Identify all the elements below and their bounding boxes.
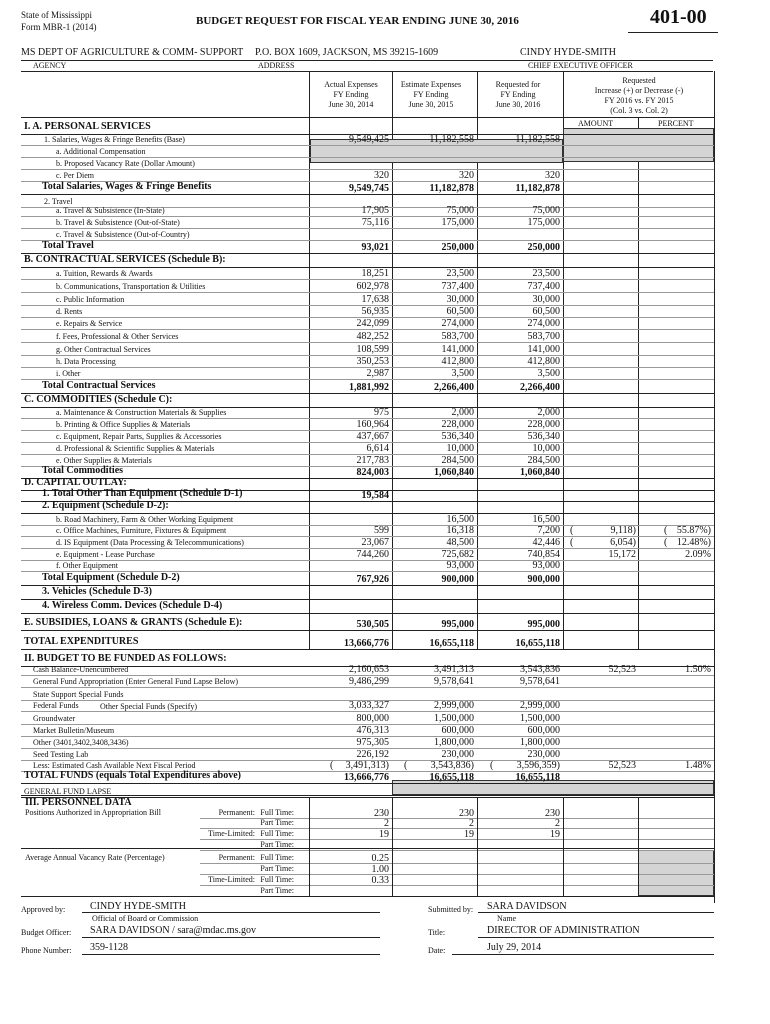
row-value-e: 900,000: [441, 574, 474, 585]
row-label: c. Office Machines, Furniture, Fixtures & Equipment: [56, 526, 227, 535]
vacancy-label: Average Annual Vacancy Rate (Percentage): [25, 853, 165, 862]
row-value-a: 75,116: [361, 217, 389, 228]
row-label: C. COMMODITIES (Schedule C):: [24, 394, 173, 405]
row-value-a: 800,000: [356, 713, 389, 724]
row-label: B. CONTRACTUAL SERVICES (Schedule B):: [24, 254, 226, 265]
row-label: TOTAL FUNDS (equals Total Expenditures above): [24, 770, 241, 781]
row-value-r: 16,500: [532, 514, 560, 525]
row-value-e: 60,500: [446, 306, 474, 317]
state-name: State of Mississippi: [21, 10, 93, 20]
submitted-by-name: SARA DAVIDSON: [487, 901, 567, 912]
row-value-e: 16,655,118: [429, 772, 474, 783]
row-value-e: 274,000: [441, 318, 474, 329]
row-label: I. A. PERSONAL SERVICES: [24, 121, 151, 132]
positions-label: Positions Authorized in Appropriation Bill: [25, 808, 161, 817]
row-value-r: 3,543,836: [520, 664, 560, 675]
approved-by-name: CINDY HYDE-SMITH: [90, 901, 187, 912]
row-label: b. Proposed Vacancy Rate (Dollar Amount): [56, 159, 195, 168]
row-value-e: 1,800,000: [434, 737, 474, 748]
row-value-e: 2,000: [451, 407, 474, 418]
row-value-a: 3,033,327: [349, 700, 389, 711]
row-label: 2. Travel: [44, 197, 73, 206]
row-value-a: 242,099: [356, 318, 389, 329]
row-value-e: 2,266,400: [434, 382, 474, 393]
row-label: Federal Funds: [33, 701, 79, 710]
row-value-r: 230,000: [527, 749, 560, 760]
personnel-value: 2: [384, 818, 389, 829]
row-value-a: 56,935: [361, 306, 389, 317]
row-value-e: 536,340: [441, 431, 474, 442]
col-estimate-header: Estimate Expenses FY Ending June 30, 2015: [400, 80, 462, 109]
personnel-value: 230: [545, 808, 560, 819]
row-value-a: 19,584: [361, 490, 389, 501]
col-percent-header: PERCENT: [658, 119, 694, 128]
personnel-type: Part Time:: [260, 864, 294, 873]
row-label: e. Repairs & Service: [56, 319, 123, 328]
paren: (: [404, 760, 408, 771]
row-label: II. BUDGET TO BE FUNDED AS FOLLOWS:: [24, 653, 227, 664]
row-value-r: 274,000: [527, 318, 560, 329]
row-value-e: 284,500: [441, 455, 474, 466]
row-value-r: 11,182,558: [515, 134, 560, 145]
row-value-r: 42,446: [532, 537, 560, 548]
row-label: Cash Balance-Unencumbered: [33, 665, 129, 674]
address-label: ADDRESS: [258, 61, 295, 70]
row-value-am: 52,523: [608, 760, 636, 771]
row-value-e: 3,500: [451, 368, 474, 379]
row-value-a: 1,881,992: [349, 382, 389, 393]
row-value-r: 141,000: [527, 344, 560, 355]
paren: (: [570, 537, 574, 548]
row-value-a: 226,192: [356, 749, 389, 760]
row-value-a: 108,599: [356, 344, 389, 355]
row-value-a: 18,251: [361, 268, 389, 279]
row-value-a: 2,987: [366, 368, 389, 379]
row-value-e: 600,000: [441, 725, 474, 736]
row-value-r: 175,000: [527, 217, 560, 228]
budget-code: 401-00: [650, 6, 707, 28]
row-label: Total Commodities: [42, 465, 124, 476]
title-value: DIRECTOR OF ADMINISTRATION: [487, 925, 640, 936]
row-label: b. Road Machinery, Farm & Other Working Equipment: [56, 515, 234, 524]
row-value-r: 2,000: [537, 407, 560, 418]
paren: (: [664, 537, 668, 548]
col-actual-header: Actual Expenses FY Ending June 30, 2014: [324, 80, 378, 109]
row-value-a: 437,667: [356, 431, 389, 442]
personnel-value: 19: [550, 829, 560, 840]
row-value-a: 3,491,313): [345, 760, 389, 771]
col-change-header: Requested Increase (+) or Decrease (-) FY 2016 vs. FY 2015 (Col. 3 vs. Col. 2): [594, 76, 684, 115]
row-value-am: 6,054): [610, 537, 636, 548]
paren: (: [570, 525, 574, 536]
row-label: b. Printing & Office Supplies & Materials: [56, 420, 191, 429]
row-label: f. Fees, Professional & Other Services: [56, 332, 179, 341]
row-value-r: 3,500: [537, 368, 560, 379]
row-value-r: 60,500: [532, 306, 560, 317]
row-value-e: 250,000: [441, 242, 474, 253]
row-value-r: 1,800,000: [520, 737, 560, 748]
row-value-a: 350,253: [356, 356, 389, 367]
row-value-r: 2,266,400: [520, 382, 560, 393]
row-label: Groundwater: [33, 714, 76, 723]
row-value-r: 9,578,641: [520, 676, 560, 687]
personnel-value: 19: [464, 829, 474, 840]
row-label: c. Public Information: [56, 295, 125, 304]
row-label: c. Equipment, Repair Parts, Supplies & Accessories: [56, 432, 222, 441]
row-value-a: 2,160,653: [349, 664, 389, 675]
row-value-e: 2,999,000: [434, 700, 474, 711]
row-label: Seed Testing Lab: [33, 750, 89, 759]
row-value-a: 320: [374, 170, 389, 181]
row-value-r: 412,800: [527, 356, 560, 367]
row-label: d. Professional & Scientific Supplies & Materials: [56, 444, 215, 453]
row-value-pc: 2.09%: [685, 549, 711, 560]
personnel-type: Full Time:: [260, 808, 294, 817]
row-value-e: 230,000: [441, 749, 474, 760]
row-value-e: 11,182,878: [429, 183, 474, 194]
row-value-r: 320: [545, 170, 560, 181]
row-value-pc: 1.48%: [685, 760, 711, 771]
row-value-r: 16,655,118: [515, 638, 560, 649]
row-label: a. Tuition, Rewards & Awards: [56, 269, 153, 278]
row-value-r: 600,000: [527, 725, 560, 736]
personnel-value: 2: [555, 818, 560, 829]
row-value-e: 320: [459, 170, 474, 181]
other-special-funds-label: Other Special Funds (Specify): [100, 702, 198, 711]
approved-by-sub: Official of Board or Commission: [92, 914, 199, 923]
row-label: b. Travel & Subsistence (Out-of-State): [56, 218, 180, 227]
row-value-e: 228,000: [441, 419, 474, 430]
row-value-e: 75,000: [446, 205, 474, 216]
row-value-r: 1,500,000: [520, 713, 560, 724]
paren: (: [330, 760, 334, 771]
approved-by-label: Approved by:: [21, 905, 66, 914]
budget-officer-value: SARA DAVIDSON / sara@mdac.ms.gov: [90, 925, 256, 936]
row-value-r: 740,854: [527, 549, 560, 560]
row-label: Market Bulletin/Museum: [33, 726, 115, 735]
agency-address: P.O. BOX 1609, JACKSON, MS 39215-1609: [255, 47, 439, 58]
row-label: d. IS Equipment (Data Processing & Telecommunications): [56, 538, 244, 547]
row-value-a: 9,549,745: [349, 183, 389, 194]
row-value-a: 530,505: [356, 619, 389, 630]
personnel-category: Time-Limited:: [208, 829, 255, 838]
col-amount-header: AMOUNT: [578, 119, 614, 128]
row-label: Total Contractual Services: [42, 380, 156, 391]
row-value-r: 228,000: [527, 419, 560, 430]
row-label: D. CAPITAL OUTLAY:: [24, 477, 127, 488]
row-value-r: 536,340: [527, 431, 560, 442]
row-value-pc: 1.50%: [685, 664, 711, 675]
row-value-e: 93,000: [446, 560, 474, 571]
row-value-e: 3,491,313: [434, 664, 474, 675]
row-value-e: 23,500: [446, 268, 474, 279]
row-value-r: 30,000: [532, 294, 560, 305]
row-value-r: 995,000: [527, 619, 560, 630]
row-value-a: 824,003: [356, 467, 389, 478]
row-value-e: 1,500,000: [434, 713, 474, 724]
personnel-type: Full Time:: [260, 829, 294, 838]
row-value-r: 11,182,878: [515, 183, 560, 194]
row-label: e. Equipment - Lease Purchase: [56, 550, 155, 559]
row-value-a: 160,964: [356, 419, 389, 430]
row-value-a: 23,067: [361, 537, 389, 548]
row-value-a: 17,638: [361, 294, 389, 305]
row-value-r: 16,655,118: [515, 772, 560, 783]
row-value-am: 9,118): [610, 525, 636, 536]
row-value-e: 141,000: [441, 344, 474, 355]
phone-value: 359-1128: [90, 942, 128, 953]
vacancy-value: 0.33: [371, 875, 389, 886]
row-value-e: 412,800: [441, 356, 474, 367]
row-value-a: 13,666,776: [344, 772, 389, 783]
row-value-a: 602,978: [356, 281, 389, 292]
personnel-type: Part Time:: [260, 886, 294, 895]
row-label: f. Other Equipment: [56, 561, 118, 570]
page-title: BUDGET REQUEST FOR FISCAL YEAR ENDING JUNE 30, 2016: [196, 15, 519, 27]
row-value-r: 1,060,840: [520, 467, 560, 478]
row-value-a: 9,549,425: [349, 134, 389, 145]
form-id: Form MBR-1 (2014): [21, 22, 97, 32]
row-value-e: 11,182,558: [429, 134, 474, 145]
personnel-category: Permanent:: [218, 808, 255, 817]
row-label: Other (3401,3402,3408,3436): [33, 738, 129, 747]
row-value-a: 13,666,776: [344, 638, 389, 649]
personnel-type: Full Time:: [260, 875, 294, 884]
row-label: GENERAL FUND LAPSE: [24, 787, 112, 796]
vacancy-value: 1.00: [371, 864, 389, 875]
row-value-r: 93,000: [532, 560, 560, 571]
row-label: Total Equipment (Schedule D-2): [42, 572, 180, 583]
row-label: 3. Vehicles (Schedule D-3): [42, 586, 152, 597]
row-value-e: 10,000: [446, 443, 474, 454]
row-value-a: 6,614: [366, 443, 389, 454]
row-value-a: 482,252: [356, 331, 389, 342]
row-value-r: 737,400: [527, 281, 560, 292]
row-value-r: 23,500: [532, 268, 560, 279]
personnel-value: 230: [459, 808, 474, 819]
agency-label: AGENCY: [33, 61, 67, 70]
row-value-r: 2,999,000: [520, 700, 560, 711]
row-value-r: 583,700: [527, 331, 560, 342]
personnel-type: Part Time:: [260, 818, 294, 827]
row-value-e: 175,000: [441, 217, 474, 228]
row-label: Total Travel: [42, 240, 94, 251]
personnel-title: III. PERSONNEL DATA: [25, 797, 132, 808]
row-value-e: 9,578,641: [434, 676, 474, 687]
row-label: i. Other: [56, 369, 81, 378]
row-value-e: 725,682: [441, 549, 474, 560]
phone-label: Phone Number:: [21, 946, 72, 955]
row-label: d. Rents: [56, 307, 83, 316]
row-value-r: 3,596,359): [516, 760, 560, 771]
row-value-e: 995,000: [441, 619, 474, 630]
row-label: General Fund Appropriation (Enter General Fund Lapse Below): [33, 677, 239, 686]
vacancy-value: 0.25: [371, 853, 389, 864]
row-value-e: 48,500: [446, 537, 474, 548]
row-value-e: 3,543,836): [430, 760, 474, 771]
row-value-e: 16,318: [446, 525, 474, 536]
row-value-e: 16,655,118: [429, 638, 474, 649]
row-label: c. Per Diem: [56, 171, 94, 180]
row-value-r: 75,000: [532, 205, 560, 216]
personnel-type: Part Time:: [260, 840, 294, 849]
chief-officer-name: CINDY HYDE-SMITH: [520, 47, 617, 58]
row-label: e. Other Supplies & Materials: [56, 456, 152, 465]
personnel-value: 230: [374, 808, 389, 819]
row-label: 2. Equipment (Schedule D-2):: [42, 500, 169, 511]
title-label: Title:: [428, 928, 446, 937]
col-requested-header: Requested for FY Ending June 30, 2016: [495, 80, 541, 109]
row-value-am: 15,172: [608, 549, 636, 560]
row-value-a: 744,260: [356, 549, 389, 560]
personnel-category: Time-Limited:: [208, 875, 255, 884]
paren: (: [664, 525, 668, 536]
row-label: Less: Estimated Cash Available Next Fiscal Period: [33, 761, 196, 770]
submitted-by-sub: Name: [497, 914, 517, 923]
personnel-category: Permanent:: [218, 853, 255, 862]
row-label: h. Data Processing: [56, 357, 116, 366]
row-value-e: 1,060,840: [434, 467, 474, 478]
row-value-a: 975,305: [356, 737, 389, 748]
row-value-e: 737,400: [441, 281, 474, 292]
budget-officer-label: Budget Officer:: [21, 928, 72, 937]
row-value-r: 10,000: [532, 443, 560, 454]
row-label: TOTAL EXPENDITURES: [24, 636, 139, 647]
row-label: a. Travel & Subsistence (In-State): [56, 206, 165, 215]
row-value-e: 30,000: [446, 294, 474, 305]
date-label: Date:: [428, 946, 446, 955]
row-value-a: 9,486,299: [349, 676, 389, 687]
personnel-value: 19: [379, 829, 389, 840]
row-label: State Support Special Funds: [33, 690, 124, 699]
row-label: E. SUBSIDIES, LOANS & GRANTS (Schedule E):: [24, 617, 243, 628]
date-value: July 29, 2014: [487, 942, 542, 953]
row-value-am: 52,523: [608, 664, 636, 675]
row-value-a: 476,313: [356, 725, 389, 736]
row-label: c. Travel & Subsistence (Out-of-Country): [56, 230, 190, 239]
row-value-pc: 55.87%): [676, 525, 711, 536]
row-value-e: 16,500: [446, 514, 474, 525]
row-value-r: 284,500: [527, 455, 560, 466]
row-label: Total Salaries, Wages & Fringe Benefits: [42, 181, 212, 192]
row-value-r: 7,200: [537, 525, 560, 536]
agency-name: MS DEPT OF AGRICULTURE & COMM- SUPPORT: [21, 47, 244, 58]
row-value-a: 217,783: [356, 455, 389, 466]
row-value-a: 17,905: [361, 205, 389, 216]
row-label: a. Maintenance & Construction Materials & Supplies: [56, 408, 227, 417]
row-label: 1. Salaries, Wages & Fringe Benefits (Base): [44, 135, 185, 144]
row-value-r: 900,000: [527, 574, 560, 585]
row-value-e: 583,700: [441, 331, 474, 342]
row-label: b. Communications, Transportation & Utilities: [56, 282, 206, 291]
chief-officer-label: CHIEF EXECUTIVE OFFICER: [528, 61, 633, 70]
row-value-a: 767,926: [356, 574, 389, 585]
submitted-by-label: Submitted by:: [428, 905, 474, 914]
row-label: 1. Total Other Than Equipment (Schedule D-1): [42, 488, 243, 499]
row-label: 4. Wireless Comm. Devices (Schedule D-4): [42, 600, 223, 611]
row-value-a: 975: [374, 407, 389, 418]
shaded-area: [638, 850, 714, 896]
row-value-r: 250,000: [527, 242, 560, 253]
paren: (: [490, 760, 494, 771]
row-value-a: 599: [374, 525, 389, 536]
row-label: g. Other Contractual Services: [56, 345, 151, 354]
row-label: a. Additional Compensation: [56, 147, 146, 156]
personnel-type: Full Time:: [260, 853, 294, 862]
row-value-pc: 12.48%): [676, 537, 711, 548]
row-value-a: 93,021: [361, 242, 389, 253]
personnel-value: 2: [469, 818, 474, 829]
